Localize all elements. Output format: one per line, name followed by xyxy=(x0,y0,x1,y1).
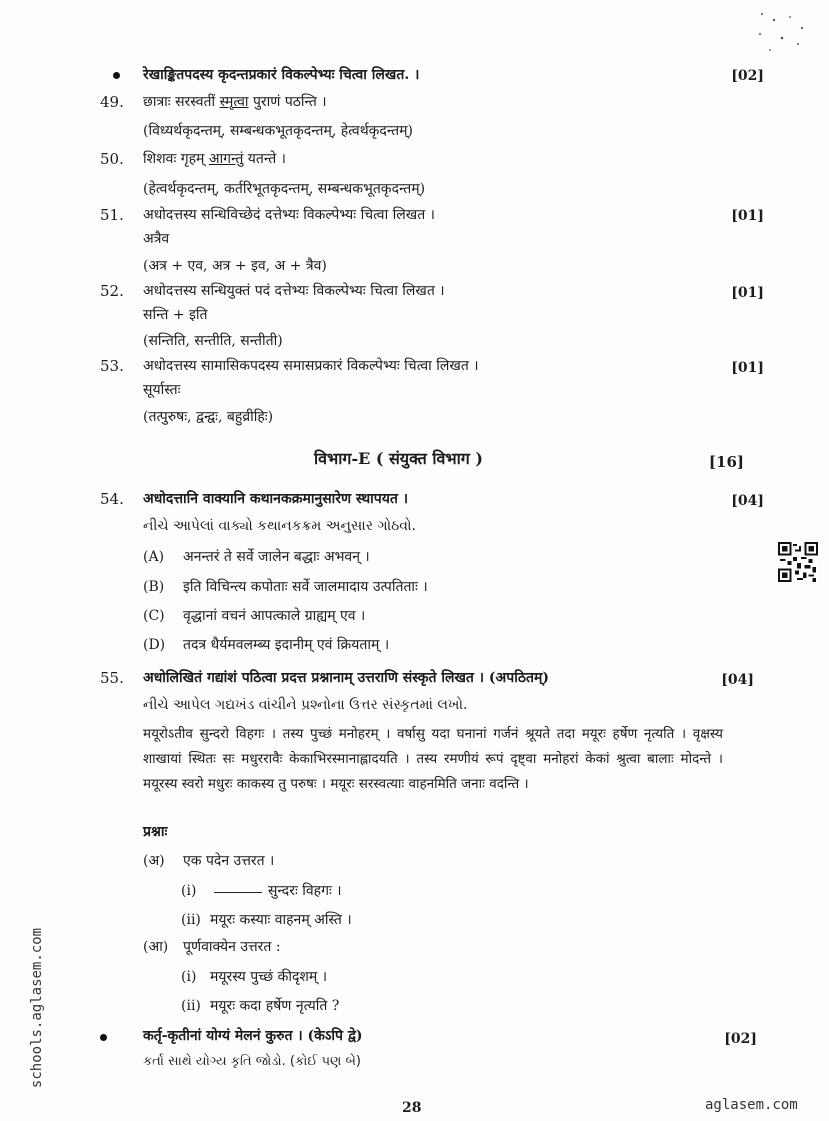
q55-passage: मयूरोऽतीव सुन्दरो विहगः । तस्य पुच्छं मनोहरम् । वर्षासु यदा घनानां गर्जनं श्रूयते तदा मयूरः हर्षेण नृत्यति । वृक्षस्य शाखायां स्थितः सः मधुररावैः केकाभिरस्मानाह्लादयति । तस्य रमणीयं रूपं दृष्ट्वा मनोहरां केकां श्रुत्वा बालाः मोदन्ते । मयूरस्य स्वरो मधुरः काकस्य तु परुषः । मयूरः सरस्वत्याः वाहनमिति जनाः वदन्ति । xyxy=(143,726,723,792)
q54-item-b-label: (B) xyxy=(143,579,165,595)
q55-part-b-text: पूर्णवाक्येन उत्तरत : xyxy=(183,939,281,955)
bottom-marks: [02] xyxy=(724,1031,757,1047)
q49-sentence xyxy=(143,93,327,111)
q49-options: (विध्यर्थकृदन्तम्, सम्बन्धकभूतकृदन्तम्, हेत्वर्थकृदन्तम्) xyxy=(143,123,413,139)
q49-number: 49. xyxy=(100,93,124,111)
q51-number: 51. xyxy=(100,206,124,224)
q52-marks: [01] xyxy=(731,285,764,301)
q49-after: पुराणं पठन्ति । xyxy=(248,94,327,110)
q53-word: सूर्यास्तः xyxy=(143,382,181,398)
bullet-icon xyxy=(100,1034,107,1041)
q55-part-b-label: (आ) xyxy=(143,939,169,955)
q53-instruction: अधोदत्तस्य सामासिकपदस्य समासप्रकारं विकल्पेभ्यः चित्वा लिखत । xyxy=(143,358,479,374)
bottom-gujarati: કર્તા સાથે યોગ્ય કૃતિ જોડો. (કોઈ પણ બે) xyxy=(143,1054,361,1069)
bullet-icon xyxy=(113,72,120,79)
q54-number: 54. xyxy=(100,490,124,508)
q52-options: (सन्तिति, सन्तीति, सन्तीती) xyxy=(143,333,283,349)
q50-number: 50. xyxy=(100,150,124,168)
q50-underlined: आगन्तुं xyxy=(208,151,244,167)
q55-a-ii-text: मयूरः कस्याः वाहनम् अस्ति । xyxy=(210,912,352,928)
q55-b-i-label: (i) xyxy=(181,969,197,985)
q51-word: अत्रैव xyxy=(143,231,170,247)
q53-number: 53. xyxy=(100,357,124,375)
q54-item-c-label: (C) xyxy=(143,608,165,624)
q55-part-a-text: एक पदेन उत्तरत । xyxy=(183,853,275,869)
scan-specks xyxy=(752,8,812,68)
q50-after: यतन्ते । xyxy=(243,151,286,167)
q52-instruction: अधोदत्तस्य सन्धियुक्तं पदं दत्तेभ्यः विकल्पेभ्यः चित्वा लिखत । xyxy=(143,283,445,299)
q54-item-b-text: इति विचिन्त्य कपोताः सर्वे जालमादाय उत्पतिताः । xyxy=(183,579,428,595)
q54-instruction: अधोदत्तानि वाक्यानि कथानकक्रमानुसारेण स्थापयत । xyxy=(143,491,408,507)
q51-options: (अत्र + एव, अत्र + इव, अ + त्रैव) xyxy=(143,258,327,274)
q54-item-c-text: वृद्धानां वचनं आपत्काले ग्राह्यम् एव । xyxy=(183,608,366,624)
side-watermark: schools.aglasem.com xyxy=(29,927,45,1089)
q51-instruction: अधोदत्तस्य सन्धिविच्छेदं दत्तेभ्यः विकल्पेभ्यः चित्वा लिखत । xyxy=(143,207,435,223)
q55-b-ii-label: (ii) xyxy=(181,998,201,1014)
q50-before: शिशवः गृहम् xyxy=(143,151,209,167)
q55-a-ii-label: (ii) xyxy=(181,912,201,928)
q54-item-a-label: (A) xyxy=(143,549,165,565)
q54-item-a-text: अनन्तरं ते सर्वे जालेन बद्धाः अभवन् । xyxy=(183,549,370,565)
q50-options: (हेत्वर्थकृदन्तम्, कर्तरिभूतकृदन्तम्, सम्बन्धकभूतकृदन्तम्) xyxy=(143,181,426,197)
q55-part-a-label: (अ) xyxy=(143,853,165,869)
q55-marks: [04] xyxy=(721,672,754,688)
q53-marks: [01] xyxy=(731,360,764,376)
q54-item-d-label: (D) xyxy=(143,637,166,653)
section-e-marks: [16] xyxy=(708,453,744,471)
top-marks: [02] xyxy=(731,68,764,84)
q55-questions-label: प्रश्नाः xyxy=(143,824,168,840)
q55-instruction: अधोलिखितं गद्यांशं पठित्वा प्रदत्त प्रश्नानाम् उत्तराणि संस्कृते लिखत । (अपठितम्) xyxy=(143,670,549,686)
q49-underlined: स्मृत्वा xyxy=(219,94,249,110)
q50-sentence xyxy=(143,150,286,168)
q55-b-ii-text: मयूरः कदा हर्षेण नृत्यति ? xyxy=(210,998,340,1014)
qr-code-icon xyxy=(777,542,819,582)
bottom-instruction: कर्तृ-कृतीनां योग्यं मेलनं कुरुत । (केऽपि द्वे) xyxy=(143,1028,363,1044)
top-instruction: रेखाङ्कितपदस्य कृदन्तप्रकारं विकल्पेभ्यः चित्वा लिखत. । xyxy=(143,67,420,83)
page-number: 28 xyxy=(402,1100,422,1116)
q49-before: छात्राः सरस्वतीं xyxy=(143,94,220,110)
q55-a-i-text: सुन्दरः विहगः । xyxy=(268,883,342,899)
q55-number: 55. xyxy=(100,669,124,687)
q54-item-d-text: तदत्र धैर्यमवलम्ब्य इदानीम् एवं क्रियताम् । xyxy=(183,637,390,653)
q51-marks: [01] xyxy=(731,208,764,224)
q52-number: 52. xyxy=(100,282,124,300)
q54-marks: [04] xyxy=(731,493,764,509)
q53-options: (तत्पुरुषः, द्वन्द्वः, बहुव्रीहिः) xyxy=(143,409,274,425)
section-e-title: विभाग-E ( संयुक्त विभाग ) xyxy=(314,449,483,468)
q52-word: सन्ति + इति xyxy=(143,307,208,323)
q54-gujarati: નીચે આપેલાં વાક્યો કથાનકક્રમ અનુસાર ગોઠવો. xyxy=(143,518,416,534)
answer-blank xyxy=(214,892,262,893)
corner-watermark: aglasem.com xyxy=(705,1097,798,1113)
q55-b-i-text: मयूरस्य पुच्छं कीदृशम् । xyxy=(210,969,328,985)
q55-a-i-row xyxy=(208,882,342,900)
q55-gujarati: નીચે આપેલ ગદ્યખંડ વાંચીને પ્રશ્નોના ઉત્તર સંસ્કૃતમાં લખો. xyxy=(143,697,468,713)
q55-a-i-label: (i) xyxy=(181,883,197,899)
